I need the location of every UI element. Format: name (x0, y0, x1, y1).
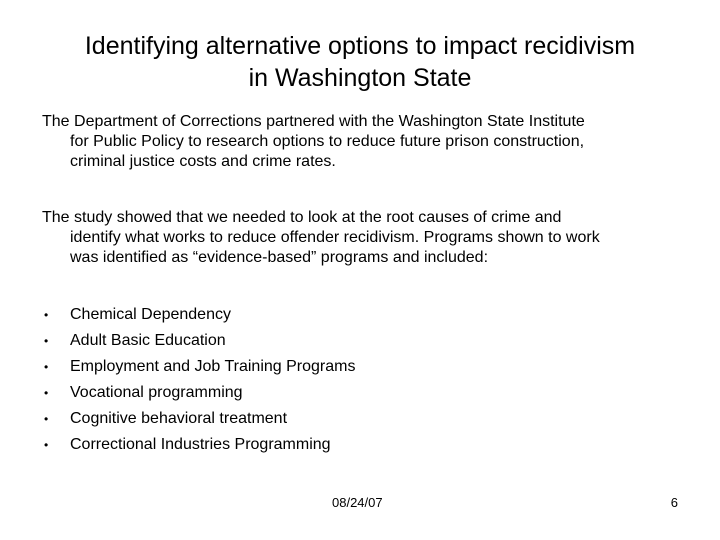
program-label: Cognitive behavioral treatment (70, 410, 288, 427)
title-line-2: in Washington State (248, 64, 472, 92)
bullet-icon: • (44, 438, 49, 452)
list-item (42, 302, 355, 328)
program-label: Chemical Dependency (70, 306, 231, 323)
page-number: 6 (670, 495, 678, 510)
program-label: Employment and Job Training Programs (70, 358, 356, 375)
program-label: Correctional Industries Programming (70, 436, 331, 453)
paragraph-2-line-1: The study showed that we needed to look at the root causes of crime and (42, 209, 562, 226)
bullet-icon: • (44, 386, 49, 400)
paragraph-1-line-2: for Public Policy to research options to reduce future prison construction, (70, 133, 585, 150)
bullet-icon: • (44, 360, 49, 374)
bullet-icon: • (44, 308, 49, 322)
list-item (42, 406, 355, 432)
paragraph-study (42, 208, 682, 268)
paragraph-1-line-3: criminal justice costs and crime rates. (70, 153, 336, 170)
list-item (42, 432, 355, 458)
slide-title (40, 30, 680, 94)
list-item (42, 380, 355, 406)
title-line-1: Identifying alternative options to impact recidivism (84, 32, 636, 60)
footer-date: 08/24/07 (332, 495, 383, 510)
list-item (42, 328, 355, 354)
list-item (42, 354, 355, 380)
program-label: Vocational programming (70, 384, 243, 401)
program-list (42, 302, 355, 458)
program-label: Adult Basic Education (70, 332, 226, 349)
paragraph-partnership (42, 112, 682, 172)
bullet-icon: • (44, 334, 49, 348)
paragraph-2-line-3: was identified as “evidence-based” programs and included: (70, 249, 489, 266)
bullet-icon: • (44, 412, 49, 426)
paragraph-2-line-2: identify what works to reduce offender recidivism. Programs shown to work (70, 229, 600, 246)
paragraph-1-line-1: The Department of Corrections partnered with the Washington State Institute (42, 113, 585, 130)
